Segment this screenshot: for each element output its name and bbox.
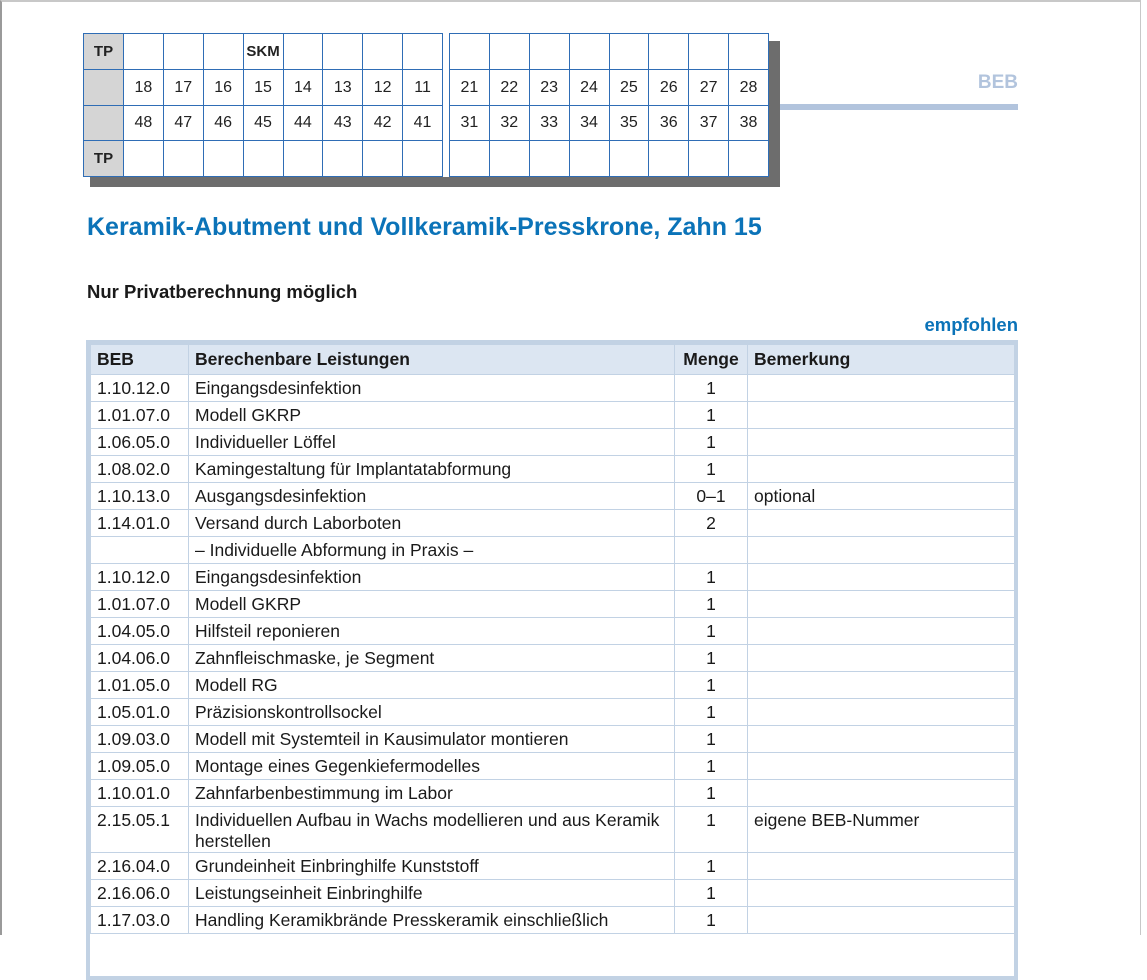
cell-qty: 2 [675, 510, 748, 537]
recommended-label: empfohlen [924, 314, 1018, 335]
cell-code: 1.14.01.0 [91, 510, 189, 537]
header-qty: Menge [675, 345, 748, 375]
tooth-number: 12 [363, 70, 403, 106]
cell-qty: 1 [675, 618, 748, 645]
cell-remark [748, 618, 1015, 645]
tooth-number: 48 [124, 106, 164, 141]
cell-qty: 1 [675, 456, 748, 483]
mark-cell [450, 141, 490, 177]
table-row [91, 780, 1015, 807]
header-service: Berechenbare Leistungen [189, 345, 675, 375]
mark-cell [163, 34, 203, 70]
mark-cell [124, 34, 164, 70]
table-row [91, 753, 1015, 780]
cell-remark [748, 853, 1015, 880]
cell-service: Modell GKRP [189, 591, 675, 618]
table-row [91, 402, 1015, 429]
table-body [91, 375, 1015, 934]
cell-code: 1.05.01.0 [91, 699, 189, 726]
cell-remark [748, 672, 1015, 699]
cell-remark [748, 591, 1015, 618]
tooth-number: 47 [163, 106, 203, 141]
cell-service: Eingangsdesinfektion [189, 564, 675, 591]
table-row [91, 726, 1015, 753]
cell-qty: 1 [675, 591, 748, 618]
header-remark: Bemerkung [748, 345, 1015, 375]
cell-code: 1.09.03.0 [91, 726, 189, 753]
mark-cell [569, 34, 609, 70]
tooth-number: 34 [569, 106, 609, 141]
cell-code: 1.01.07.0 [91, 591, 189, 618]
cell-service: Ausgangsdesinfektion [189, 483, 675, 510]
tooth-number: 21 [450, 70, 490, 106]
table-row [91, 510, 1015, 537]
tooth-number: 31 [450, 106, 490, 141]
cell-remark [748, 699, 1015, 726]
tooth-number: 46 [203, 106, 243, 141]
tooth-number: 35 [609, 106, 649, 141]
tp-label: TP [84, 34, 124, 70]
mark-cell [323, 34, 363, 70]
midline-gap [443, 106, 450, 141]
tooth-number: 25 [609, 70, 649, 106]
cell-service: Modell RG [189, 672, 675, 699]
page-subtitle: Nur Privatberechnung möglich [87, 281, 358, 302]
mark-cell [689, 141, 729, 177]
cell-code: 1.17.03.0 [91, 907, 189, 934]
cell-qty: 1 [675, 402, 748, 429]
midline-gap [443, 34, 450, 70]
cell-code: 1.10.12.0 [91, 375, 189, 402]
skm-mark: SKM [243, 34, 283, 70]
mark-cell [489, 34, 529, 70]
mark-cell [609, 34, 649, 70]
table-row [91, 564, 1015, 591]
midline-gap [443, 70, 450, 106]
page-title: Keramik-Abutment und Vollkeramik-Presskrone, Zahn 15 [87, 213, 762, 241]
tooth-number: 38 [729, 106, 769, 141]
cell-code: 1.06.05.0 [91, 429, 189, 456]
cell-remark [748, 880, 1015, 907]
cell-code: 1.08.02.0 [91, 456, 189, 483]
cell-remark [748, 753, 1015, 780]
mark-cell [489, 141, 529, 177]
cell-remark: optional [748, 483, 1015, 510]
cell-remark [748, 726, 1015, 753]
cell-service: Individuellen Aufbau in Wachs modellieren und aus Keramik herstellen [189, 807, 675, 853]
tooth-number: 44 [283, 106, 323, 141]
cell-service: Grundeinheit Einbringhilfe Kunststoff [189, 853, 675, 880]
mark-cell [729, 34, 769, 70]
tooth-number: 28 [729, 70, 769, 106]
cell-service: Eingangsdesinfektion [189, 375, 675, 402]
tooth-number: 45 [243, 106, 283, 141]
table-row [91, 429, 1015, 456]
table-row [91, 618, 1015, 645]
tooth-number: 32 [489, 106, 529, 141]
table-row [91, 456, 1015, 483]
mark-cell [689, 34, 729, 70]
cell-service: Präzisionskontrollsockel [189, 699, 675, 726]
table-header-row [91, 345, 1015, 375]
cell-qty: 1 [675, 880, 748, 907]
mark-cell [403, 141, 443, 177]
cell-service: Modell GKRP [189, 402, 675, 429]
tooth-number: 15 [243, 70, 283, 106]
mark-cell [163, 141, 203, 177]
table-row [91, 807, 1015, 853]
tooth-chart-row-upper [84, 70, 769, 106]
services-table [90, 344, 1015, 934]
tooth-chart-row-lower [84, 106, 769, 141]
table-row [91, 853, 1015, 880]
cell-code: 2.16.04.0 [91, 853, 189, 880]
tooth-number: 41 [403, 106, 443, 141]
table-row [91, 537, 1015, 564]
cell-remark [748, 429, 1015, 456]
cell-qty: 1 [675, 375, 748, 402]
row-head [84, 70, 124, 106]
table-row [91, 645, 1015, 672]
cell-qty: 1 [675, 645, 748, 672]
tooth-number: 43 [323, 106, 363, 141]
cell-qty: 1 [675, 672, 748, 699]
cell-remark [748, 375, 1015, 402]
mark-cell [363, 141, 403, 177]
mark-cell [450, 34, 490, 70]
section-tag: BEB [977, 72, 1018, 93]
tp-label: TP [84, 141, 124, 177]
tooth-number: 23 [529, 70, 569, 106]
cell-remark [748, 645, 1015, 672]
section-rule [780, 104, 1018, 110]
cell-remark [748, 780, 1015, 807]
cell-remark [748, 907, 1015, 934]
mark-cell [203, 34, 243, 70]
cell-remark [748, 456, 1015, 483]
mark-cell [569, 141, 609, 177]
tooth-chart [83, 33, 769, 177]
cell-service: Leistungseinheit Einbringhilfe [189, 880, 675, 907]
mark-cell [203, 141, 243, 177]
cell-remark [748, 537, 1015, 564]
cell-qty: 1 [675, 907, 748, 934]
cell-service: Versand durch Laborboten [189, 510, 675, 537]
cell-remark [748, 510, 1015, 537]
cell-service: Zahnfleischmaske, je Segment [189, 645, 675, 672]
mark-cell [649, 34, 689, 70]
tooth-number: 33 [529, 106, 569, 141]
tooth-number: 11 [403, 70, 443, 106]
cell-service: Modell mit Systemteil in Kausimulator montieren [189, 726, 675, 753]
cell-service: Hilfsteil reponieren [189, 618, 675, 645]
cell-code: 2.15.05.1 [91, 807, 189, 853]
cell-code: 1.10.01.0 [91, 780, 189, 807]
mark-cell [609, 141, 649, 177]
cell-code: 1.09.05.0 [91, 753, 189, 780]
header-code: BEB [91, 345, 189, 375]
cell-service: Zahnfarbenbestimmung im Labor [189, 780, 675, 807]
tooth-number: 16 [203, 70, 243, 106]
cell-remark [748, 564, 1015, 591]
mark-cell [283, 141, 323, 177]
tooth-number: 24 [569, 70, 609, 106]
row-head [84, 106, 124, 141]
table-row [91, 699, 1015, 726]
mark-cell [649, 141, 689, 177]
table-row [91, 375, 1015, 402]
tooth-number: 27 [689, 70, 729, 106]
mark-cell [529, 34, 569, 70]
mark-cell [283, 34, 323, 70]
cell-remark [748, 402, 1015, 429]
tooth-number: 18 [124, 70, 164, 106]
mark-cell [363, 34, 403, 70]
cell-code: 1.04.06.0 [91, 645, 189, 672]
cell-code [91, 537, 189, 564]
table-row [91, 880, 1015, 907]
tooth-number: 26 [649, 70, 689, 106]
cell-code: 1.10.13.0 [91, 483, 189, 510]
cell-qty: 1 [675, 807, 748, 853]
cell-qty: 1 [675, 564, 748, 591]
cell-qty: 1 [675, 699, 748, 726]
cell-service: Montage eines Gegenkiefermodelles [189, 753, 675, 780]
mark-cell [729, 141, 769, 177]
cell-qty: 1 [675, 726, 748, 753]
mark-cell [323, 141, 363, 177]
cell-qty: 1 [675, 429, 748, 456]
cell-code: 1.10.12.0 [91, 564, 189, 591]
services-table-frame [86, 340, 1018, 980]
tooth-number: 37 [689, 106, 729, 141]
tooth-number: 42 [363, 106, 403, 141]
tooth-number: 17 [163, 70, 203, 106]
cell-service: Individueller Löffel [189, 429, 675, 456]
table-row [91, 907, 1015, 934]
cell-code: 1.01.07.0 [91, 402, 189, 429]
mark-cell [529, 141, 569, 177]
cell-qty [675, 537, 748, 564]
tooth-number: 13 [323, 70, 363, 106]
cell-qty: 1 [675, 853, 748, 880]
cell-code: 2.16.06.0 [91, 880, 189, 907]
cell-remark: eigene BEB-Nummer [748, 807, 1015, 853]
tooth-number: 14 [283, 70, 323, 106]
tooth-chart-row-tp-upper [84, 34, 769, 70]
tooth-number: 22 [489, 70, 529, 106]
table-row [91, 591, 1015, 618]
cell-service: Kamingestaltung für Implantatabformung [189, 456, 675, 483]
cell-qty: 0–1 [675, 483, 748, 510]
table-row [91, 483, 1015, 510]
cell-code: 1.01.05.0 [91, 672, 189, 699]
cell-service: – Individuelle Abformung in Praxis – [189, 537, 675, 564]
tooth-chart-row-tp-lower [84, 141, 769, 177]
midline-gap [443, 141, 450, 177]
cell-code: 1.04.05.0 [91, 618, 189, 645]
cell-qty: 1 [675, 780, 748, 807]
cell-qty: 1 [675, 753, 748, 780]
mark-cell [243, 141, 283, 177]
table-row [91, 672, 1015, 699]
tooth-number: 36 [649, 106, 689, 141]
cell-service: Handling Keramikbrände Presskeramik einschließlich [189, 907, 675, 934]
mark-cell [403, 34, 443, 70]
mark-cell [124, 141, 164, 177]
